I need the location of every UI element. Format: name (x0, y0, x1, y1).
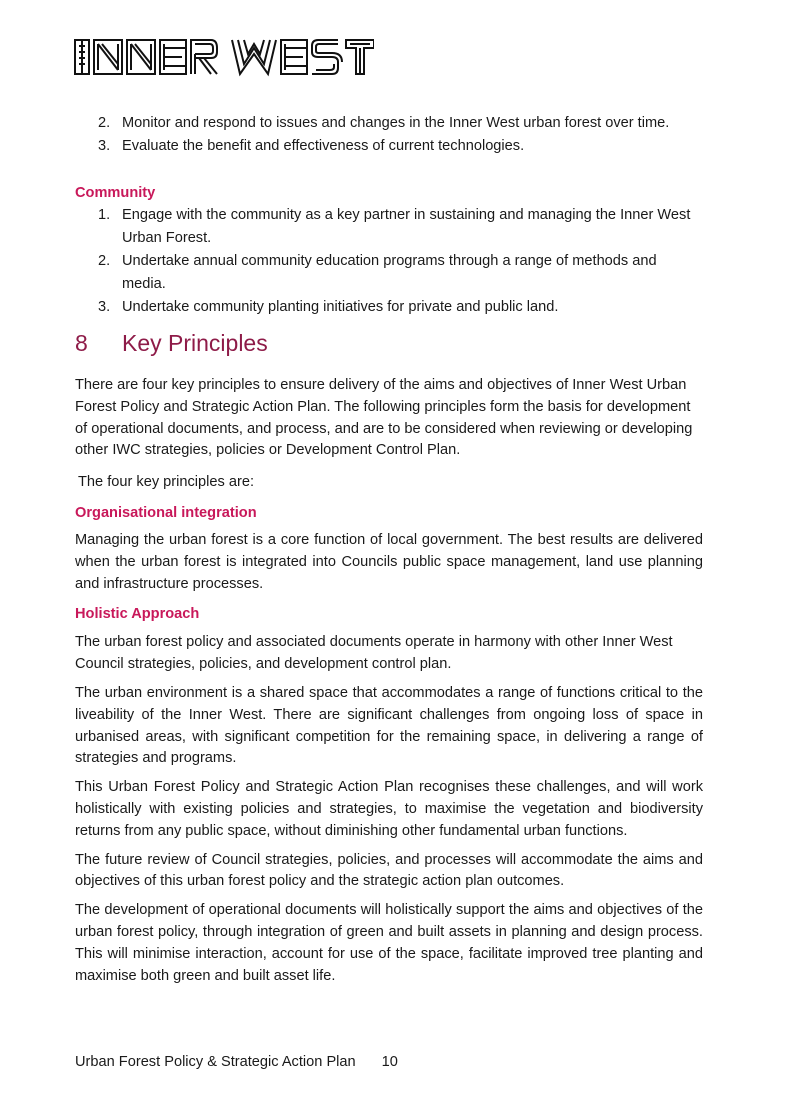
section-title: Key Principles (122, 330, 268, 356)
holistic-approach-heading: Holistic Approach (75, 606, 200, 623)
section-heading (75, 328, 703, 358)
logo-letter-n2 (127, 40, 155, 74)
list-item-text: Undertake community planting initiatives for private and public land. (122, 299, 559, 315)
logo-letter-e1 (160, 40, 186, 74)
intro-paragraph: There are four key principles to ensure delivery of the aims and objectives of Inner West Urban Forest Policy and Strategic Action Plan. The following principles form the basis for development of operational documents, and process, and are to be considered when reviewing or developing other IWC strategies, policies or Development Control Plan. (75, 377, 693, 459)
organisational-integration-heading: Organisational integration (75, 504, 257, 521)
section-number: 8 (75, 330, 88, 356)
holistic-paragraph: The development of operational documents will holistically support the aims and objectives of the urban forest policy, through integration of green and built assets in planning and design process. This will minimise interaction, account for use of the space, facilitate improved tree planting and maximise both green and built asset life. (75, 902, 703, 984)
organisational-integration-paragraph: Managing the urban forest is a core function of local government. The best results are delivered when the urban forest is integrated into Councils public space management, land use planning and infrastructure processes. (75, 531, 703, 592)
page-content (75, 112, 703, 987)
logo-letter-i (75, 40, 89, 74)
holistic-paragraph: The urban forest policy and associated documents operate in harmony with other Inner West Council strategies, policies, and development control plan. (75, 634, 673, 673)
list-item (75, 250, 703, 296)
list-item-number: 3. (98, 299, 111, 315)
logo-letter-n1 (94, 40, 122, 74)
logo-letter-r (191, 40, 217, 74)
list-item (75, 135, 703, 158)
list-item-number: 2. (98, 115, 111, 131)
list-item-number: 2. (98, 253, 111, 269)
community-list (75, 204, 703, 319)
list-item (75, 204, 703, 250)
logo-letter-s (312, 40, 342, 74)
logo-letter-e2 (281, 40, 307, 74)
holistic-paragraph: This Urban Forest Policy and Strategic Action Plan recognises these challenges, and will work holistically with existing policies and strategies, to maximise the vegetation and biodiversity returns from any public space, without diminishing other fundamental urban functions. (75, 779, 703, 839)
community-heading: Community (75, 185, 156, 201)
list-item-text: Evaluate the benefit and effectiveness of current technologies. (122, 138, 525, 154)
logo-letter-w (232, 40, 276, 74)
holistic-paragraph: The future review of Council strategies, policies, and processes will accommodate the aims and objectives of this urban forest policy and the strategic action plan outcomes. (75, 851, 703, 890)
list-item (75, 296, 703, 319)
list-item-number: 1. (98, 207, 111, 223)
footer-document-title: Urban Forest Policy & Strategic Action Plan (75, 1054, 356, 1070)
list-item-text: Monitor and respond to issues and changes in the Inner West urban forest over time. (122, 115, 670, 131)
holistic-paragraph: The urban environment is a shared space that accommodates a range of functions critical to the liveability of the Inner West. There are significant challenges from ongoing loss of space in urbanised areas, with significant competition for the remaining space, in delivering a range of strategies and programs. (75, 684, 703, 767)
four-principles-text: The four key principles are: (78, 474, 255, 491)
inner-west-logo (74, 36, 374, 78)
page-number: 10 (381, 1054, 398, 1070)
list-item-number: 3. (98, 138, 111, 154)
objectives-list (75, 112, 703, 158)
list-item-text: Undertake annual community education programs through a range of methods and media. (122, 253, 657, 292)
logo-letter-t (346, 40, 374, 74)
list-item-text: Engage with the community as a key partner in sustaining and managing the Inner West Urban Forest. (122, 207, 691, 246)
list-item (75, 112, 703, 135)
page-footer (75, 1052, 398, 1072)
